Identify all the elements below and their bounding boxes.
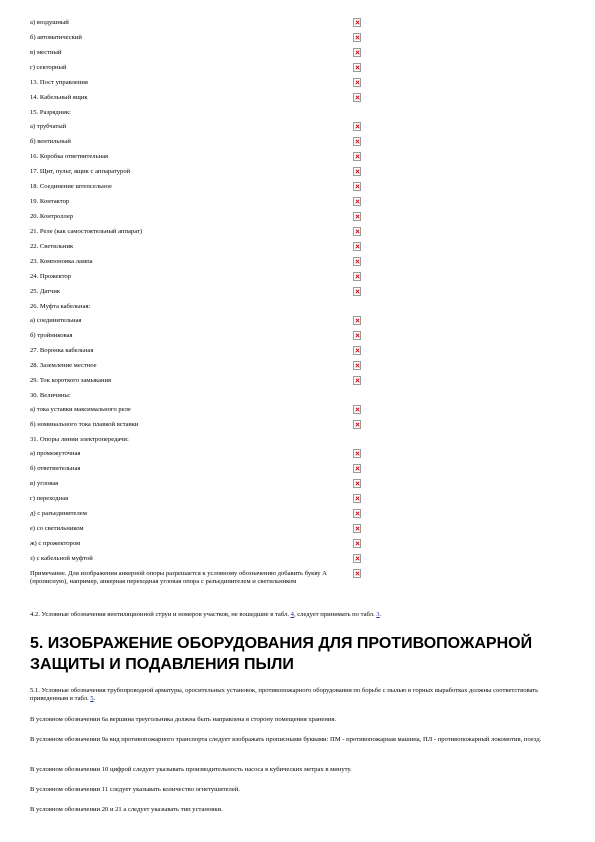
row-label: д) с разъединителем <box>30 510 87 517</box>
row-label: а) промежуточная <box>30 450 81 457</box>
row-label: 15. Разрядник: <box>30 109 71 116</box>
paragraph-11: В условном обозначении 11 следует указывать количество огнетушителей. <box>30 786 240 793</box>
table-row <box>30 347 345 355</box>
row-label: 28. Заземление местное <box>30 362 97 369</box>
row-label: 13. Пост управления <box>30 79 88 86</box>
broken-image-icon <box>353 212 361 221</box>
broken-image-icon <box>353 48 361 57</box>
table-3-link[interactable]: 3 <box>376 611 380 618</box>
row-label: 24. Прожектор <box>30 273 71 280</box>
broken-image-icon <box>353 63 361 72</box>
table-row <box>30 570 345 586</box>
paragraph-9a: В условном обозначении 9а вид противопожарного транспорта следует изображать прописными буквами: ПМ - противопожарная машина, ПЛ - противопожарный локомотив, поезд. <box>30 736 542 743</box>
table-row <box>30 94 345 102</box>
paragraph-5-1 <box>30 687 570 703</box>
row-label: в) местный <box>30 49 62 56</box>
broken-image-icon <box>353 509 361 518</box>
row-label: 17. Щит, пульт, ящик с аппаратурой <box>30 168 131 175</box>
paragraph-5-1-text: 5.1. Условные обозначения трубопроводной арматуры, оросительных установок, противопожарного оборудования по борьбе с пылью в горных выработках должны соответствовать приведенным в табл. <box>30 687 539 702</box>
row-label: а) тока уставки максимального реле <box>30 406 131 413</box>
table-row <box>30 377 345 385</box>
table-row <box>30 362 345 370</box>
table-row <box>30 510 345 518</box>
row-label: 21. Реле (как самостоятельный аппарат) <box>30 228 143 235</box>
broken-image-icon <box>353 376 361 385</box>
row-label: 20. Контроллер <box>30 213 74 220</box>
row-label: б) ответвительная <box>30 465 81 472</box>
row-label: е) со светильником <box>30 525 84 532</box>
row-label: г) переходная <box>30 495 69 502</box>
broken-image-icon <box>353 227 361 236</box>
table-row <box>30 19 345 27</box>
broken-image-icon <box>353 93 361 102</box>
note-4-2 <box>30 611 570 619</box>
broken-image-icon <box>353 449 361 458</box>
row-label: 18. Соединение штепсельное <box>30 183 112 190</box>
table-row <box>30 138 345 146</box>
paragraph-6a: В условном обозначении 6а вершина треугольника должна быть направлена в сторону помещения хранения. <box>30 716 337 723</box>
row-label: 22. Светильник <box>30 243 74 250</box>
row-label: б) номинального тока плавкой вставки <box>30 421 139 428</box>
broken-image-icon <box>353 346 361 355</box>
table-row <box>30 465 345 473</box>
note-4-2-text-mid: , следует принимать по табл. <box>293 611 375 618</box>
row-label: а) трубчатый <box>30 123 67 130</box>
broken-image-icon <box>353 137 361 146</box>
table-row <box>30 273 345 281</box>
broken-image-icon <box>353 479 361 488</box>
table-row <box>30 198 345 206</box>
table-row <box>30 64 345 72</box>
broken-image-icon <box>353 569 361 578</box>
row-label: 30. Величины: <box>30 392 71 399</box>
table-4-link[interactable]: 4 <box>290 611 294 618</box>
table-row <box>30 123 345 131</box>
broken-image-icon <box>353 361 361 370</box>
row-label: з) с кабельной муфтой <box>30 555 93 562</box>
table-row <box>30 49 345 57</box>
broken-image-icon <box>353 182 361 191</box>
row-label: а) воздушный <box>30 19 69 26</box>
table-row <box>30 34 345 42</box>
broken-image-icon <box>353 405 361 414</box>
table-row <box>30 243 345 251</box>
broken-image-icon <box>353 539 361 548</box>
table-row <box>30 421 345 429</box>
table-row <box>30 450 345 458</box>
table-row <box>30 228 345 236</box>
row-label: 25. Датчик <box>30 288 61 295</box>
row-label: 27. Воронка кабельная <box>30 347 94 354</box>
table-row <box>30 495 345 503</box>
row-label: 14. Кабельный ящик <box>30 94 88 101</box>
broken-image-icon <box>353 464 361 473</box>
table-row <box>30 213 345 221</box>
table-row <box>30 480 345 488</box>
table-row <box>30 392 345 400</box>
row-label: Примечание. Для изображения анкерной опоры разрешается к условному обозначению добавить букву А (прописную), например, анкерная переходная угловая опора с разъединителем и светильником <box>30 570 327 585</box>
broken-image-icon <box>353 331 361 340</box>
row-label: 31. Опоры линии электропередачи: <box>30 436 129 443</box>
broken-image-icon <box>353 287 361 296</box>
broken-image-icon <box>353 316 361 325</box>
table-row <box>30 525 345 533</box>
broken-image-icon <box>353 554 361 563</box>
row-label: б) вентильный <box>30 138 71 145</box>
broken-image-icon <box>353 152 361 161</box>
row-label: б) автоматический <box>30 34 82 41</box>
table-row <box>30 258 345 266</box>
table-row <box>30 168 345 176</box>
row-label: 29. Ток короткого замыкания <box>30 377 112 384</box>
broken-image-icon <box>353 33 361 42</box>
table-row <box>30 317 345 325</box>
table-row <box>30 540 345 548</box>
table-row <box>30 436 345 444</box>
paragraph-5-1-after: . <box>93 695 96 702</box>
note-4-2-text-after: . <box>379 611 382 618</box>
broken-image-icon <box>353 524 361 533</box>
broken-image-icon <box>353 494 361 503</box>
broken-image-icon <box>353 420 361 429</box>
section-heading: 5. ИЗОБРАЖЕНИЕ ОБОРУДОВАНИЯ ДЛЯ ПРОТИВОПОЖАРНОЙ ЗАЩИТЫ И ПОДАВЛЕНИЯ ПЫЛИ <box>30 635 533 673</box>
table-row <box>30 288 345 296</box>
broken-image-icon <box>353 18 361 27</box>
broken-image-icon <box>353 242 361 251</box>
broken-image-icon <box>353 257 361 266</box>
table-row <box>30 303 345 311</box>
broken-image-icon <box>353 197 361 206</box>
table-row <box>30 183 345 191</box>
row-label: б) тройниковая <box>30 332 73 339</box>
paragraph-10: В условном обозначении 10 цифрой следует указывать производительность насоса в кубических метрах в минуту. <box>30 766 352 773</box>
row-label: а) соединительная <box>30 317 82 324</box>
row-label: 23. Компоновка лампа <box>30 258 93 265</box>
table-row <box>30 109 345 117</box>
paragraph-20-21: В условном обозначении 20 и 21 а следует указывать тип установки. <box>30 806 223 813</box>
table-row <box>30 332 345 340</box>
row-label: в) угловая <box>30 480 59 487</box>
table-5-link[interactable]: 5 <box>90 695 94 702</box>
broken-image-icon <box>353 167 361 176</box>
note-4-2-text: 4.2. Условные обозначения вентиляционной струи и номеров участков, не вошедшие в табл. <box>30 611 289 618</box>
broken-image-icon <box>353 78 361 87</box>
row-label: ж) с прожектором <box>30 540 81 547</box>
row-label: г) секторный <box>30 64 67 71</box>
row-label: 19. Контактор <box>30 198 70 205</box>
broken-image-icon <box>353 272 361 281</box>
table-row <box>30 79 345 87</box>
table-row <box>30 406 345 414</box>
broken-image-icon <box>353 122 361 131</box>
table-row <box>30 555 345 563</box>
row-label: 16. Коробка ответвительная <box>30 153 109 160</box>
row-label: 26. Муфта кабельная: <box>30 303 91 310</box>
table-row <box>30 153 345 161</box>
